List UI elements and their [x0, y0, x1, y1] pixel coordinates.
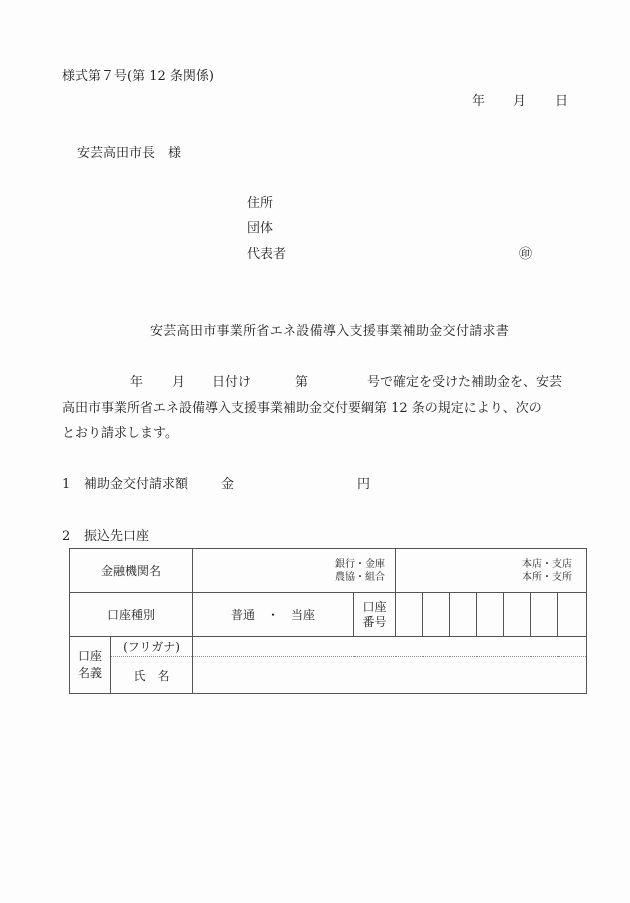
- holder-name-label: 氏 名: [111, 657, 193, 694]
- account-type-options[interactable]: 普通 ・ 当座: [193, 593, 354, 637]
- account-digit-7[interactable]: [558, 593, 587, 637]
- account-type-row: [70, 593, 587, 637]
- branch-type-1: 本店・支店: [522, 558, 573, 570]
- body-year-label: 年: [130, 375, 144, 390]
- date-month-label: 月: [513, 94, 527, 109]
- date-year-label: 年: [472, 94, 486, 109]
- section-1-label: 補助金交付請求額: [84, 477, 189, 492]
- date-day-label: 日: [555, 94, 569, 109]
- furigana-field[interactable]: [193, 637, 587, 657]
- body-dated-label: 日付け: [212, 375, 252, 390]
- addressee: 安芸高田市長 様: [77, 146, 182, 161]
- branch-name-field[interactable]: [396, 549, 587, 593]
- body-paragraph: [62, 370, 577, 447]
- body-line-1: [62, 370, 577, 396]
- branch-type-2: 本所・支所: [522, 571, 573, 583]
- bank-row: [70, 549, 587, 593]
- section-1-prefix: 金: [221, 477, 235, 492]
- seal-icon: ㊞: [519, 247, 533, 262]
- bank-type-2: 農協・組合: [335, 571, 386, 583]
- body-line-3: とおり請求します。: [62, 426, 178, 441]
- form-number: 様式第７号(第 12 条関係): [62, 69, 214, 84]
- bank-name-field[interactable]: [193, 549, 396, 593]
- bank-name-label: 金融機関名: [70, 549, 193, 593]
- account-type-label: 口座種別: [70, 593, 193, 637]
- bank-type-1: 銀行・金庫: [335, 558, 386, 570]
- section-2-label: 振込先口座: [84, 529, 150, 544]
- account-number-label: 口座 番号: [354, 593, 396, 637]
- account-holder-label: 口座 名義: [70, 637, 111, 694]
- holder-name-row: [70, 657, 587, 694]
- representative-label: 代表者: [247, 247, 287, 262]
- body-number-prefix: 第: [295, 375, 309, 390]
- section-1-number: 1: [62, 477, 71, 492]
- body-month-label: 月: [172, 375, 186, 390]
- body-line-2: 高田市事業所省エネ設備導入支援事業補助金交付要綱第 12 条の規定により、次の: [62, 400, 542, 416]
- section-2-number: 2: [62, 529, 71, 544]
- document-title: 安芸高田市事業所省エネ設備導入支援事業補助金交付請求書: [150, 324, 510, 339]
- furigana-label: (フリガナ): [111, 637, 193, 657]
- organization-label: 団体: [247, 221, 274, 236]
- account-digit-4[interactable]: [477, 593, 504, 637]
- address-label: 住所: [247, 196, 274, 211]
- account-digit-1[interactable]: [396, 593, 423, 637]
- account-digit-2[interactable]: [423, 593, 450, 637]
- account-table: [69, 548, 587, 694]
- furigana-row: [70, 637, 587, 657]
- account-digit-5[interactable]: [504, 593, 531, 637]
- account-digit-6[interactable]: [531, 593, 558, 637]
- body-line1-rest: 号で確定を受けた補助金を、安芸: [367, 375, 563, 390]
- section-1-unit: 円: [357, 477, 371, 492]
- account-digit-3[interactable]: [450, 593, 477, 637]
- holder-name-field[interactable]: [193, 657, 587, 694]
